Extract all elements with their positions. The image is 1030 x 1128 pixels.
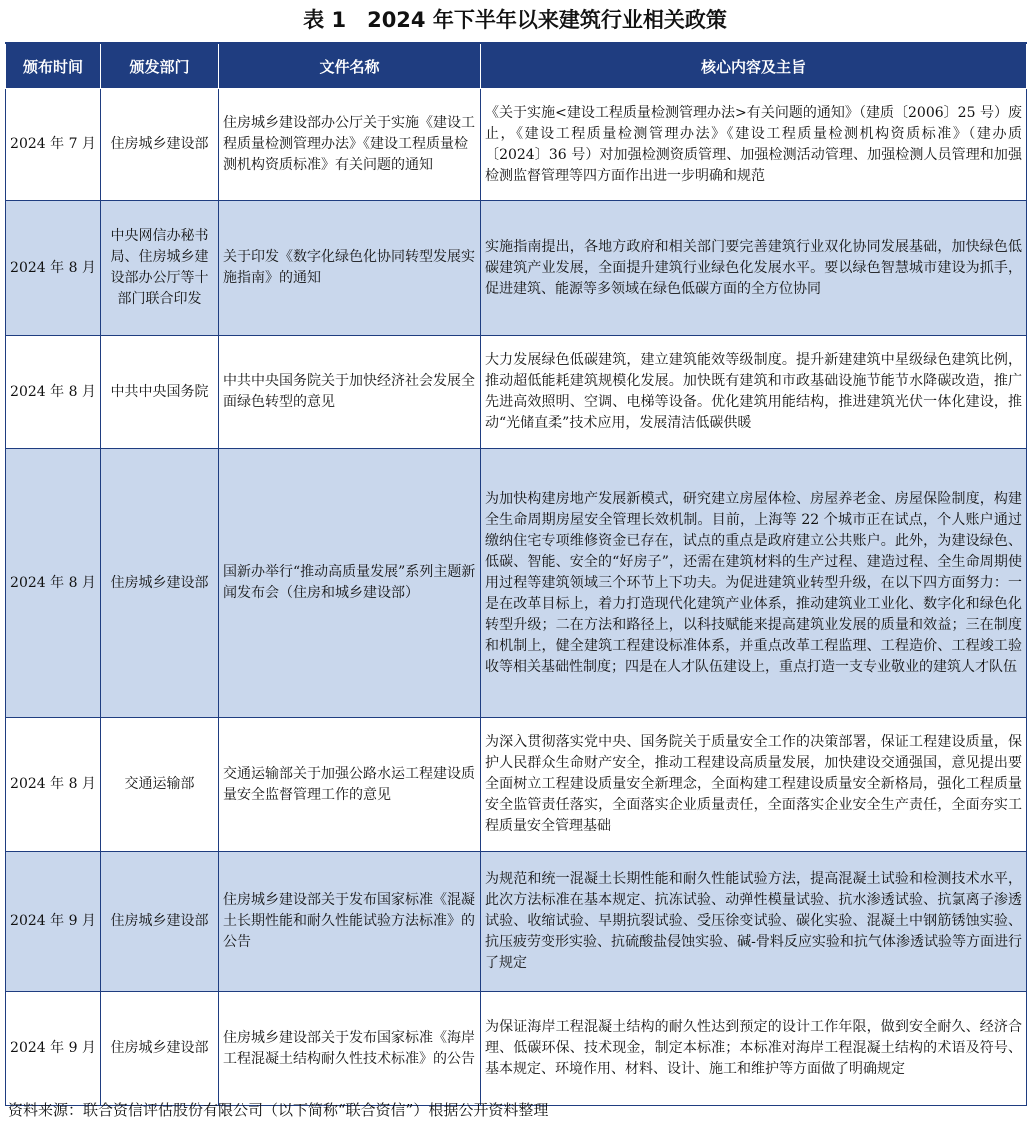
cell-date: 2024 年 8 月 — [6, 449, 101, 718]
cell-dept: 住房城乡建设部 — [101, 89, 219, 201]
cell-date: 2024 年 8 月 — [6, 718, 101, 852]
policy-table — [5, 42, 1027, 1106]
cell-core: 为规范和统一混凝土长期性能和耐久性能试验方法，提高混凝土试验和检测技术水平，此次方法标准在基本规定、抗冻试验、动弹性模量试验、抗水渗透试验、抗氯离子渗透试验、收缩试验、早期抗裂试验、受压徐变试验、碳化实验、混凝土中钢筋锈蚀实验、抗压疲劳变形实验、抗硫酸盐侵蚀实验、碱-骨料反应实验和抗气体渗透试验等方面进行了规定 — [481, 852, 1027, 992]
cell-core: 大力发展绿色低碳建筑，建立建筑能效等级制度。提升新建建筑中星级绿色建筑比例，推动超低能耗建筑规模化发展。加快既有建筑和市政基础设施节能节水降碳改造，推广先进高效照明、空调、电梯等设备。优化建筑用能结构，推进建筑光伏一体化建设，推动“光储直柔”技术应用，发展清洁低碳供暖 — [481, 336, 1027, 449]
cell-dept: 中央网信办秘书局、住房城乡建设部办公厅等十部门联合印发 — [101, 201, 219, 336]
cell-name: 住房城乡建设部关于发布国家标准《混凝土长期性能和耐久性能试验方法标准》的公告 — [219, 852, 481, 992]
cell-date: 2024 年 9 月 — [6, 852, 101, 992]
header-dept: 颁发部门 — [101, 43, 219, 89]
cell-name: 住房城乡建设部办公厅关于实施《建设工程质量检测管理办法》《建设工程质量检测机构资质标准》有关问题的通知 — [219, 89, 481, 201]
table-header-row — [6, 43, 1027, 89]
cell-name: 住房城乡建设部关于发布国家标准《海岸工程混凝土结构耐久性技术标准》的公告 — [219, 992, 481, 1106]
table-row — [6, 852, 1027, 992]
table-row — [6, 992, 1027, 1106]
cell-dept: 住房城乡建设部 — [101, 449, 219, 718]
table-row — [6, 449, 1027, 718]
cell-core: 为加快构建房地产发展新模式，研究建立房屋体检、房屋养老金、房屋保险制度，构建全生命周期房屋安全管理长效机制。目前，上海等 22 个城市正在试点，个人账户通过缴纳住宅专项维修资金已存在，试点的重点是政府建立公共账户。此外，为建设绿色、低碳、智能、安全的“好房子”，还需在建筑材料的生产过程、建造过程、全生命周期使用过程等建筑领域三个环节上下功夫。为促进建筑业转型升级，在以下四方面努力：一是在改革目标上，着力打造现代化建筑产业体系，推动建筑业工业化、数字化和绿色化转型升级；二在方法和路径上，以科技赋能来提高建筑业发展的质量和效益；三在制度和机制上，健全建筑工程建设标准体系，并重点改革工程监理、工程造价、工程竣工验收等相关基础性制度；四是在人才队伍建设上，重点打造一支专业敬业的建筑人才队伍 — [481, 449, 1027, 718]
table-row — [6, 201, 1027, 336]
cell-dept: 住房城乡建设部 — [101, 992, 219, 1106]
cell-core: 实施指南提出，各地方政府和相关部门要完善建筑行业双化协同发展基础，加快绿色低碳建筑产业发展，全面提升建筑行业绿色化发展水平。要以绿色智慧城市建设为抓手，促进建筑、能源等多领域在绿色低碳方面的全方位协同 — [481, 201, 1027, 336]
table-title: 表 1 2024 年下半年以来建筑行业相关政策 — [303, 8, 727, 32]
cell-date: 2024 年 7 月 — [6, 89, 101, 201]
cell-dept: 中共中央国务院 — [101, 336, 219, 449]
header-date: 颁布时间 — [6, 43, 101, 89]
cell-name: 国新办举行“推动高质量发展”系列主题新闻发布会（住房和城乡建设部） — [219, 449, 481, 718]
header-name: 文件名称 — [219, 43, 481, 89]
cell-core: 为保证海岸工程混凝土结构的耐久性达到预定的设计工作年限，做到安全耐久、经济合理、低碳环保、技术现金，制定本标准；本标准对海岸工程混凝土结构的术语及符号、基本规定、环境作用、材料、设计、施工和维护等方面做了明确规定 — [481, 992, 1027, 1106]
cell-date: 2024 年 8 月 — [6, 336, 101, 449]
source-note: 资料来源：联合资信评估股份有限公司（以下简称“联合资信”）根据公开资料整理 — [8, 1101, 549, 1119]
cell-core: 为深入贯彻落实党中央、国务院关于质量安全工作的决策部署，保证工程建设质量，保护人民群众生命财产安全，推动工程建设高质量发展，加快建设交通强国，意见提出要全面树立工程建设质量安全新理念，全面构建工程建设质量安全新格局，强化工程质量安全监管责任落实，全面落实企业质量责任，全面落实企业安全生产责任，全面夯实工程质量安全管理基础 — [481, 718, 1027, 852]
cell-date: 2024 年 8 月 — [6, 201, 101, 336]
cell-date: 2024 年 9 月 — [6, 992, 101, 1106]
cell-dept: 交通运输部 — [101, 718, 219, 852]
cell-name: 中共中央国务院关于加快经济社会发展全面绿色转型的意见 — [219, 336, 481, 449]
table-row — [6, 89, 1027, 201]
header-core: 核心内容及主旨 — [481, 43, 1027, 89]
table-row — [6, 718, 1027, 852]
cell-name: 关于印发《数字化绿色化协同转型发展实施指南》的通知 — [219, 201, 481, 336]
cell-name: 交通运输部关于加强公路水运工程建设质量安全监督管理工作的意见 — [219, 718, 481, 852]
cell-core: 《关于实施<建设工程质量检测管理办法>有关问题的通知》（建质〔2006〕25 号）废止，《建设工程质量检测管理办法》《建设工程质量检测机构资质标准》（建办质〔2024〕36 号）对加强检测资质管理、加强检测活动管理、加强检测人员管理和加强检测监督管理等四方面作出进一步明确和规范 — [481, 89, 1027, 201]
cell-dept: 住房城乡建设部 — [101, 852, 219, 992]
table-row — [6, 336, 1027, 449]
